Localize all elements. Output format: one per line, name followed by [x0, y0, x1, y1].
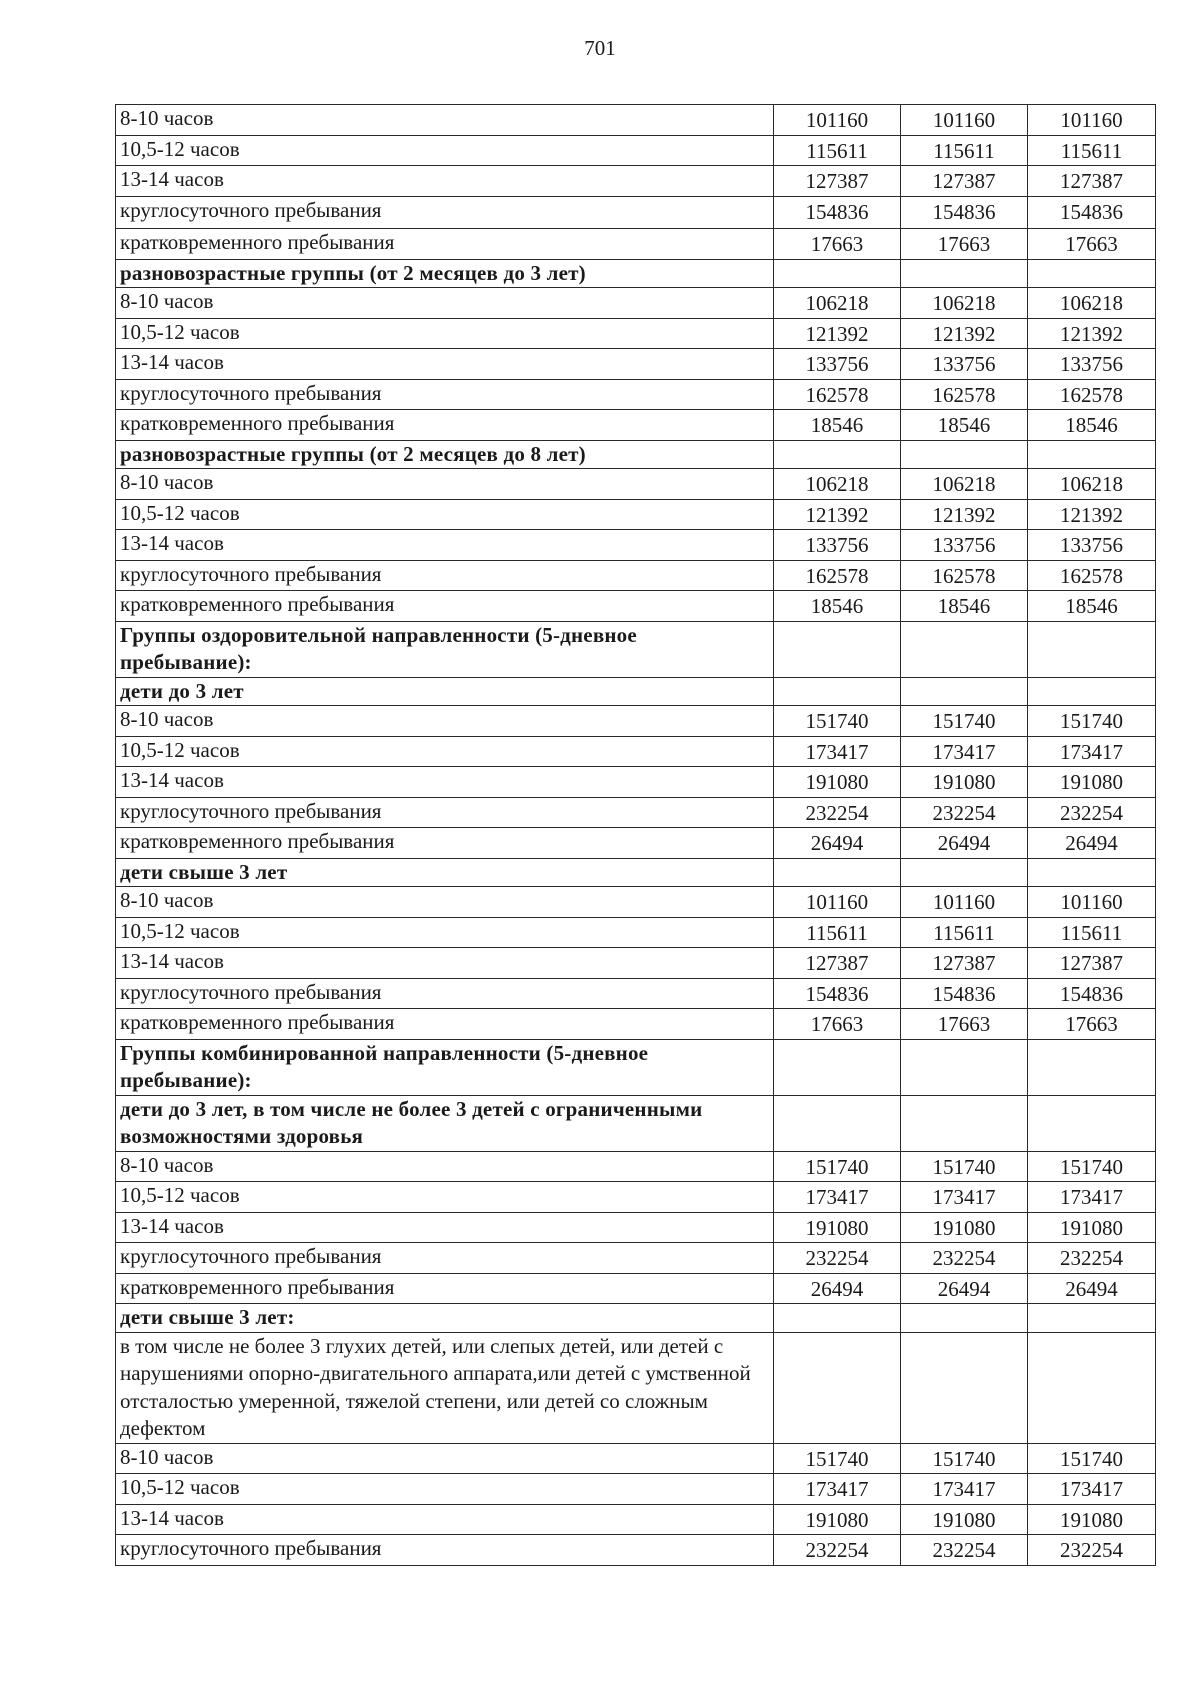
value-cell-1	[774, 621, 901, 677]
table-row	[116, 1535, 1156, 1566]
value-cell-3: 173417	[1028, 736, 1156, 767]
value-cell-3: 154836	[1028, 978, 1156, 1009]
value-cell-3: 101160	[1028, 887, 1156, 918]
value-cell-3: 106218	[1028, 469, 1156, 500]
value-cell-1: 191080	[774, 767, 901, 798]
value-cell-2: 17663	[901, 229, 1028, 260]
tariff-table	[115, 104, 1156, 1566]
value-cell-1: 17663	[774, 1009, 901, 1040]
value-cell-1	[774, 1332, 901, 1443]
value-cell-1: 173417	[774, 736, 901, 767]
value-cell-1: 121392	[774, 499, 901, 530]
value-cell-3: 151740	[1028, 706, 1156, 737]
table-row	[116, 288, 1156, 319]
value-cell-2: 115611	[901, 135, 1028, 166]
value-cell-3: 133756	[1028, 530, 1156, 561]
value-cell-3: 232254	[1028, 797, 1156, 828]
table-row	[116, 736, 1156, 767]
value-cell-1: 106218	[774, 469, 901, 500]
row-label: 8-10 часов	[116, 469, 774, 500]
value-cell-1	[774, 259, 901, 288]
row-label: 10,5-12 часов	[116, 917, 774, 948]
value-cell-2: 133756	[901, 349, 1028, 380]
value-cell-2: 18546	[901, 410, 1028, 441]
value-cell-1: 151740	[774, 706, 901, 737]
section-heading-row	[116, 621, 1156, 677]
value-cell-3: 162578	[1028, 379, 1156, 410]
table-row	[116, 591, 1156, 622]
value-cell-2: 173417	[901, 1474, 1028, 1505]
value-cell-1: 26494	[774, 828, 901, 859]
value-cell-3: 17663	[1028, 1009, 1156, 1040]
value-cell-2: 173417	[901, 1182, 1028, 1213]
table-row	[116, 318, 1156, 349]
row-label: круглосуточного пребывания	[116, 797, 774, 828]
value-cell-1: 18546	[774, 410, 901, 441]
table-row	[116, 706, 1156, 737]
row-label: 8-10 часов	[116, 706, 774, 737]
value-cell-3	[1028, 1332, 1156, 1443]
section-heading: дети свыше 3 лет	[116, 858, 774, 887]
table-row	[116, 1182, 1156, 1213]
row-label: 13-14 часов	[116, 948, 774, 979]
value-cell-2: 154836	[901, 196, 1028, 229]
value-cell-2	[901, 858, 1028, 887]
value-cell-2: 121392	[901, 318, 1028, 349]
table-row	[116, 196, 1156, 229]
value-cell-3: 121392	[1028, 499, 1156, 530]
section-heading: дети до 3 лет, в том числе не более 3 детей с ограниченными возможностями здоровья	[116, 1095, 774, 1151]
value-cell-3: 17663	[1028, 229, 1156, 260]
value-cell-1: 154836	[774, 196, 901, 229]
value-cell-2: 191080	[901, 1504, 1028, 1535]
value-cell-1: 133756	[774, 349, 901, 380]
value-cell-3: 173417	[1028, 1474, 1156, 1505]
value-cell-1	[774, 677, 901, 706]
value-cell-3: 191080	[1028, 1504, 1156, 1535]
value-cell-1: 173417	[774, 1474, 901, 1505]
value-cell-2: 17663	[901, 1009, 1028, 1040]
value-cell-2	[901, 621, 1028, 677]
value-cell-3: 101160	[1028, 105, 1156, 136]
section-heading-row	[116, 1304, 1156, 1333]
row-label: 10,5-12 часов	[116, 135, 774, 166]
value-cell-3	[1028, 440, 1156, 469]
section-heading: дети до 3 лет	[116, 677, 774, 706]
table-row	[116, 917, 1156, 948]
value-cell-2: 127387	[901, 166, 1028, 197]
section-heading: разновозрастные группы (от 2 месяцев до 8 лет)	[116, 440, 774, 469]
section-heading: дети свыше 3 лет:	[116, 1304, 774, 1333]
value-cell-2: 151740	[901, 1443, 1028, 1474]
value-cell-1: 121392	[774, 318, 901, 349]
row-label: 8-10 часов	[116, 105, 774, 136]
section-heading-row	[116, 440, 1156, 469]
value-cell-2	[901, 1095, 1028, 1151]
value-cell-3: 106218	[1028, 288, 1156, 319]
tariff-table-body	[116, 105, 1156, 1566]
table-row	[116, 948, 1156, 979]
table-row	[116, 1009, 1156, 1040]
value-cell-2: 232254	[901, 1535, 1028, 1566]
row-label: 13-14 часов	[116, 349, 774, 380]
value-cell-2: 106218	[901, 469, 1028, 500]
value-cell-3: 127387	[1028, 166, 1156, 197]
row-label: кратковременного пребывания	[116, 1273, 774, 1304]
value-cell-2	[901, 1332, 1028, 1443]
table-row	[116, 469, 1156, 500]
table-row	[116, 1212, 1156, 1243]
value-cell-2: 106218	[901, 288, 1028, 319]
value-cell-3: 26494	[1028, 1273, 1156, 1304]
value-cell-3: 151740	[1028, 1151, 1156, 1182]
table-row	[116, 410, 1156, 441]
row-label: круглосуточного пребывания	[116, 978, 774, 1009]
value-cell-3: 154836	[1028, 196, 1156, 229]
row-label: 10,5-12 часов	[116, 1474, 774, 1505]
value-cell-1: 127387	[774, 948, 901, 979]
value-cell-3: 121392	[1028, 318, 1156, 349]
table-row	[116, 166, 1156, 197]
row-label: 8-10 часов	[116, 1151, 774, 1182]
row-label: круглосуточного пребывания	[116, 379, 774, 410]
value-cell-3: 173417	[1028, 1182, 1156, 1213]
value-cell-2	[901, 1304, 1028, 1333]
value-cell-2	[901, 440, 1028, 469]
value-cell-3	[1028, 858, 1156, 887]
value-cell-3	[1028, 677, 1156, 706]
row-label: круглосуточного пребывания	[116, 560, 774, 591]
row-label: 8-10 часов	[116, 887, 774, 918]
value-cell-3: 115611	[1028, 917, 1156, 948]
row-label: 8-10 часов	[116, 1443, 774, 1474]
value-cell-3: 133756	[1028, 349, 1156, 380]
value-cell-3: 191080	[1028, 1212, 1156, 1243]
value-cell-1: 191080	[774, 1212, 901, 1243]
value-cell-1: 26494	[774, 1273, 901, 1304]
value-cell-2	[901, 677, 1028, 706]
row-label: кратковременного пребывания	[116, 1009, 774, 1040]
value-cell-1	[774, 1304, 901, 1333]
value-cell-2: 101160	[901, 105, 1028, 136]
value-cell-3: 26494	[1028, 828, 1156, 859]
row-label: 10,5-12 часов	[116, 736, 774, 767]
table-row	[116, 1243, 1156, 1274]
value-cell-3: 18546	[1028, 591, 1156, 622]
value-cell-1: 232254	[774, 797, 901, 828]
value-cell-2: 154836	[901, 978, 1028, 1009]
table-row	[116, 887, 1156, 918]
value-cell-2: 191080	[901, 767, 1028, 798]
value-cell-2: 26494	[901, 1273, 1028, 1304]
value-cell-1: 232254	[774, 1535, 901, 1566]
value-cell-1: 18546	[774, 591, 901, 622]
table-row	[116, 499, 1156, 530]
value-cell-3: 232254	[1028, 1535, 1156, 1566]
value-cell-2: 173417	[901, 736, 1028, 767]
section-heading-row	[116, 1039, 1156, 1095]
value-cell-3	[1028, 1095, 1156, 1151]
value-cell-2: 162578	[901, 560, 1028, 591]
value-cell-1: 17663	[774, 229, 901, 260]
row-label: кратковременного пребывания	[116, 229, 774, 260]
value-cell-2	[901, 1039, 1028, 1095]
value-cell-1: 191080	[774, 1504, 901, 1535]
value-cell-1: 101160	[774, 887, 901, 918]
value-cell-2: 232254	[901, 1243, 1028, 1274]
row-label: 13-14 часов	[116, 1504, 774, 1535]
row-label: 10,5-12 часов	[116, 499, 774, 530]
table-row	[116, 530, 1156, 561]
value-cell-2: 151740	[901, 706, 1028, 737]
value-cell-3: 127387	[1028, 948, 1156, 979]
value-cell-3	[1028, 621, 1156, 677]
value-cell-1: 106218	[774, 288, 901, 319]
row-label: 10,5-12 часов	[116, 318, 774, 349]
value-cell-1	[774, 440, 901, 469]
row-label: круглосуточного пребывания	[116, 1243, 774, 1274]
value-cell-2: 232254	[901, 797, 1028, 828]
table-row	[116, 767, 1156, 798]
value-cell-2: 121392	[901, 499, 1028, 530]
value-cell-1: 162578	[774, 560, 901, 591]
row-label: кратковременного пребывания	[116, 591, 774, 622]
row-label: 13-14 часов	[116, 530, 774, 561]
row-label: кратковременного пребывания	[116, 828, 774, 859]
value-cell-1	[774, 1095, 901, 1151]
value-cell-1: 115611	[774, 917, 901, 948]
value-cell-2: 191080	[901, 1212, 1028, 1243]
value-cell-2: 18546	[901, 591, 1028, 622]
value-cell-3	[1028, 1304, 1156, 1333]
table-row	[116, 349, 1156, 380]
section-heading: разновозрастные группы (от 2 месяцев до 3 лет)	[116, 259, 774, 288]
value-cell-3	[1028, 259, 1156, 288]
value-cell-1: 162578	[774, 379, 901, 410]
row-label: 8-10 часов	[116, 288, 774, 319]
value-cell-3: 162578	[1028, 560, 1156, 591]
section-heading-row	[116, 677, 1156, 706]
value-cell-2: 101160	[901, 887, 1028, 918]
value-cell-2: 133756	[901, 530, 1028, 561]
value-cell-2: 115611	[901, 917, 1028, 948]
table-row	[116, 135, 1156, 166]
value-cell-1: 127387	[774, 166, 901, 197]
table-row	[116, 978, 1156, 1009]
table-row	[116, 1332, 1156, 1443]
value-cell-3: 18546	[1028, 410, 1156, 441]
table-row	[116, 1151, 1156, 1182]
value-cell-1: 232254	[774, 1243, 901, 1274]
page-number: 701	[584, 36, 616, 60]
table-row	[116, 229, 1156, 260]
table-row	[116, 379, 1156, 410]
table-row	[116, 1443, 1156, 1474]
value-cell-3: 232254	[1028, 1243, 1156, 1274]
section-heading: Группы оздоровительной направленности (5-дневное пребывание):	[116, 621, 774, 677]
table-row	[116, 105, 1156, 136]
value-cell-3: 115611	[1028, 135, 1156, 166]
section-heading-row	[116, 858, 1156, 887]
row-label: 13-14 часов	[116, 1212, 774, 1243]
row-label: 10,5-12 часов	[116, 1182, 774, 1213]
table-row	[116, 1474, 1156, 1505]
value-cell-1: 133756	[774, 530, 901, 561]
section-heading-row	[116, 1095, 1156, 1151]
value-cell-2	[901, 259, 1028, 288]
value-cell-1: 173417	[774, 1182, 901, 1213]
value-cell-2: 151740	[901, 1151, 1028, 1182]
row-label: круглосуточного пребывания	[116, 196, 774, 229]
value-cell-1	[774, 1039, 901, 1095]
value-cell-1: 151740	[774, 1443, 901, 1474]
value-cell-3	[1028, 1039, 1156, 1095]
table-row	[116, 1273, 1156, 1304]
value-cell-1: 115611	[774, 135, 901, 166]
value-cell-2: 162578	[901, 379, 1028, 410]
table-row	[116, 560, 1156, 591]
row-label: круглосуточного пребывания	[116, 1535, 774, 1566]
table-row	[116, 797, 1156, 828]
value-cell-1	[774, 858, 901, 887]
section-heading-row	[116, 259, 1156, 288]
value-cell-1: 101160	[774, 105, 901, 136]
value-cell-2: 127387	[901, 948, 1028, 979]
value-cell-3: 151740	[1028, 1443, 1156, 1474]
row-label: в том числе не более 3 глухих детей, или слепых детей, или детей с нарушениями опорно-двигательного аппарата,или детей с умственной отсталостью умеренной, тяжелой степени, или детей со сложным дефектом	[116, 1332, 774, 1443]
row-label: кратковременного пребывания	[116, 410, 774, 441]
row-label: 13-14 часов	[116, 767, 774, 798]
table-row	[116, 1504, 1156, 1535]
row-label: 13-14 часов	[116, 166, 774, 197]
value-cell-1: 151740	[774, 1151, 901, 1182]
value-cell-2: 26494	[901, 828, 1028, 859]
value-cell-3: 191080	[1028, 767, 1156, 798]
table-row	[116, 828, 1156, 859]
section-heading: Группы комбинированной направленности (5-дневное пребывание):	[116, 1039, 774, 1095]
value-cell-1: 154836	[774, 978, 901, 1009]
